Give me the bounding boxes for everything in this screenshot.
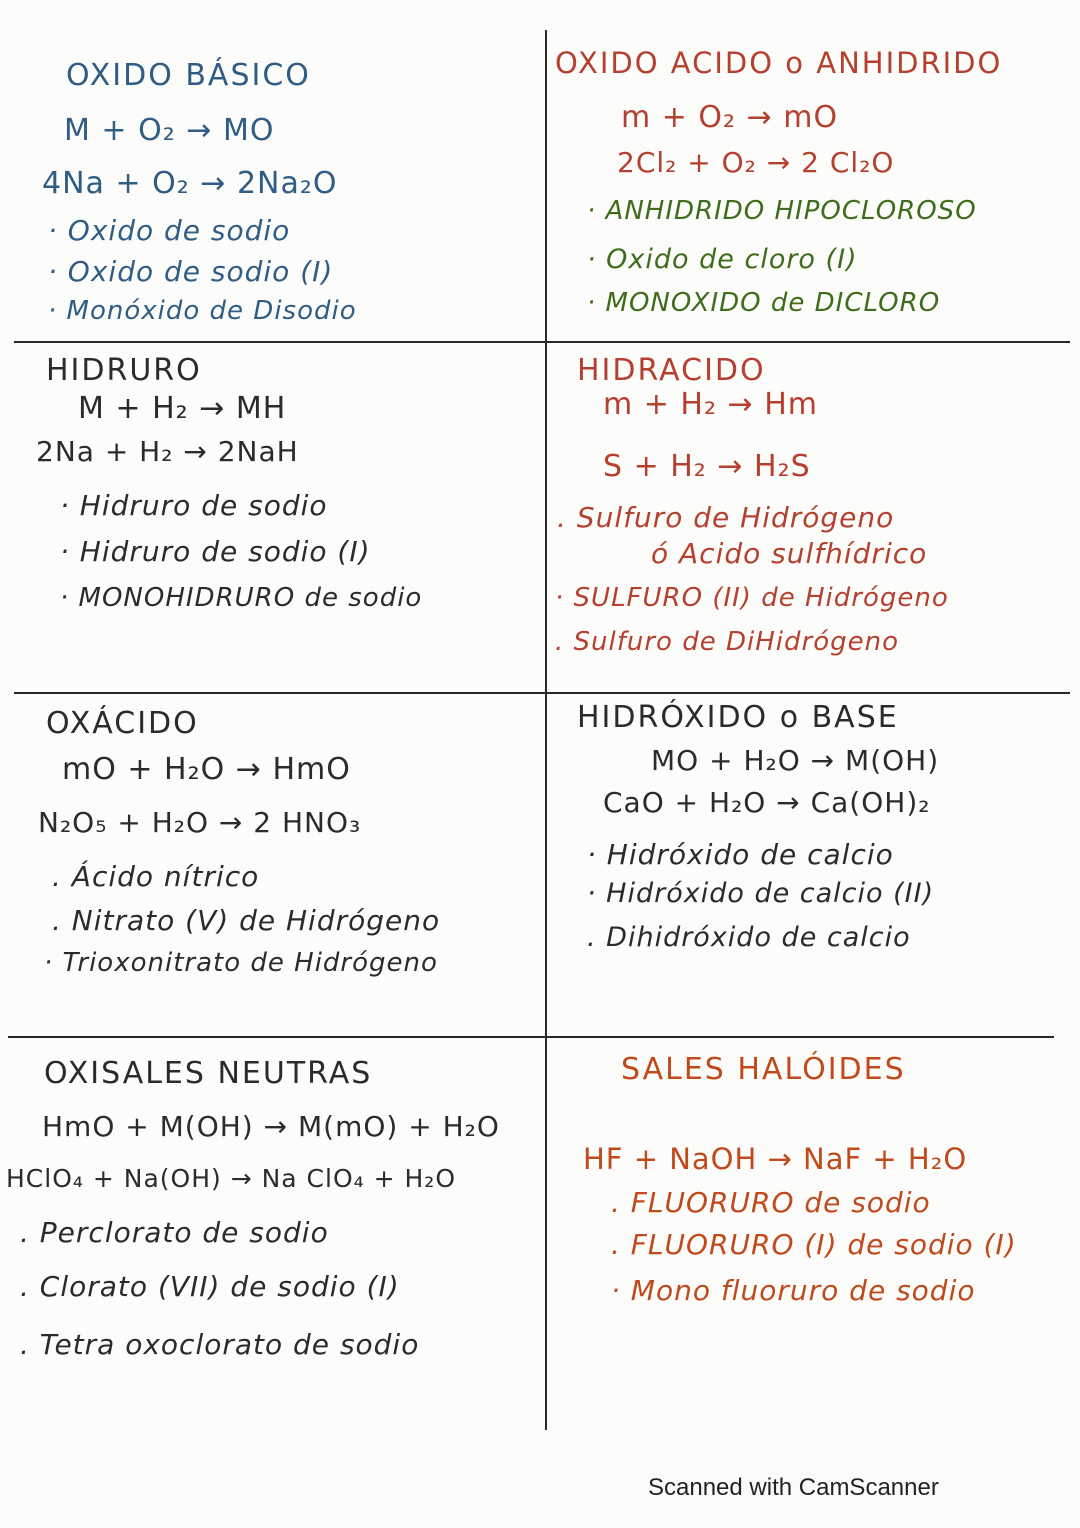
example-equation: 2Na + H₂ → 2NaH	[36, 435, 299, 468]
section-sales-haloides	[547, 1038, 1080, 1438]
nomenclature-stock: · SULFURO (II) de Hidrógeno	[555, 583, 949, 613]
general-equation: mO + H₂O → HmO	[62, 752, 351, 787]
nomenclature-stock: · Hidróxido de calcio (II)	[587, 878, 935, 909]
nomenclature-systematic: · MONOXIDO de DICLORO	[587, 288, 941, 318]
nomenclature-traditional-alt: ó Acido sulfhídrico	[651, 537, 928, 570]
section-hidracido	[547, 343, 1080, 692]
general-equation: M + O₂ → MO	[64, 113, 275, 148]
section-oxacido	[0, 694, 545, 1036]
section-oxisales-neutras	[0, 1038, 545, 1438]
section-title: OXÁCIDO	[46, 706, 199, 741]
example-equation: 4Na + O₂ → 2Na₂O	[42, 166, 338, 201]
section-title: HIDRURO	[46, 353, 202, 388]
nomenclature-traditional: · ANHIDRIDO HIPOCLOROSO	[587, 196, 977, 226]
section-title: OXIDO ACIDO o ANHIDRIDO	[555, 46, 1003, 80]
example-equation: N₂O₅ + H₂O → 2 HNO₃	[38, 806, 362, 839]
section-hidruro	[0, 343, 545, 692]
example-equation: HClO₄ + Na(OH) → Na ClO₄ + H₂O	[6, 1164, 456, 1193]
nomenclature-traditional: · Hidróxido de calcio	[587, 838, 894, 871]
example-equation: HF + NaOH → NaF + H₂O	[583, 1142, 968, 1176]
section-title: SALES HALÓIDES	[621, 1052, 906, 1087]
example-equation: S + H₂ → H₂S	[603, 449, 811, 484]
nomenclature-systematic: · Mono fluoruro de sodio	[611, 1274, 976, 1307]
general-equation: MO + H₂O → M(OH)	[651, 744, 940, 777]
nomenclature-stock: · Oxido de cloro (I)	[587, 244, 858, 275]
nomenclature-systematic: . Tetra oxoclorato de sodio	[20, 1328, 420, 1361]
nomenclature-stock: . Clorato (VII) de sodio (I)	[20, 1270, 400, 1303]
nomenclature-traditional: · Hidruro de sodio	[60, 489, 328, 522]
example-equation: 2Cl₂ + O₂ → 2 Cl₂O	[617, 146, 895, 179]
general-equation: HmO + M(OH) → M(mO) + H₂O	[42, 1110, 500, 1143]
example-equation: CaO + H₂O → Ca(OH)₂	[603, 786, 931, 819]
section-title: HIDRACIDO	[577, 353, 766, 388]
nomenclature-traditional: . FLUORURO de sodio	[611, 1186, 931, 1219]
nomenclature-systematic: · MONOHIDRURO de sodio	[60, 583, 423, 613]
section-oxido-acido	[547, 0, 1080, 341]
nomenclature-systematic: · Monóxido de Disodio	[48, 296, 357, 326]
nomenclature-traditional: . Sulfuro de Hidrógeno	[557, 501, 895, 534]
nomenclature-stock: · Oxido de sodio (I)	[48, 255, 334, 288]
section-oxido-basico	[0, 0, 545, 341]
nomenclature-stock: . FLUORURO (I) de sodio (I)	[611, 1228, 1017, 1261]
nomenclature-systematic: . Sulfuro de DiHidrógeno	[555, 627, 899, 657]
section-title: HIDRÓXIDO o BASE	[577, 700, 899, 735]
nomenclature-systematic: . Dihidróxido de calcio	[587, 922, 911, 953]
section-hidroxido	[547, 694, 1080, 1036]
general-equation: M + H₂ → MH	[78, 391, 287, 426]
general-equation: m + O₂ → mO	[621, 100, 839, 135]
nomenclature-stock: . Nitrato (V) de Hidrógeno	[52, 904, 441, 937]
scanner-watermark: Scanned with CamScanner	[648, 1474, 939, 1501]
nomenclature-traditional: · Oxido de sodio	[48, 214, 291, 247]
section-title: OXISALES NEUTRAS	[44, 1056, 373, 1091]
nomenclature-traditional: . Perclorato de sodio	[20, 1216, 329, 1249]
nomenclature-stock: · Hidruro de sodio (I)	[60, 535, 371, 568]
general-equation: m + H₂ → Hm	[603, 387, 819, 422]
section-title: OXIDO BÁSICO	[66, 58, 311, 93]
nomenclature-systematic: · Trioxonitrato de Hidrógeno	[44, 948, 438, 978]
nomenclature-traditional: . Ácido nítrico	[52, 860, 260, 893]
